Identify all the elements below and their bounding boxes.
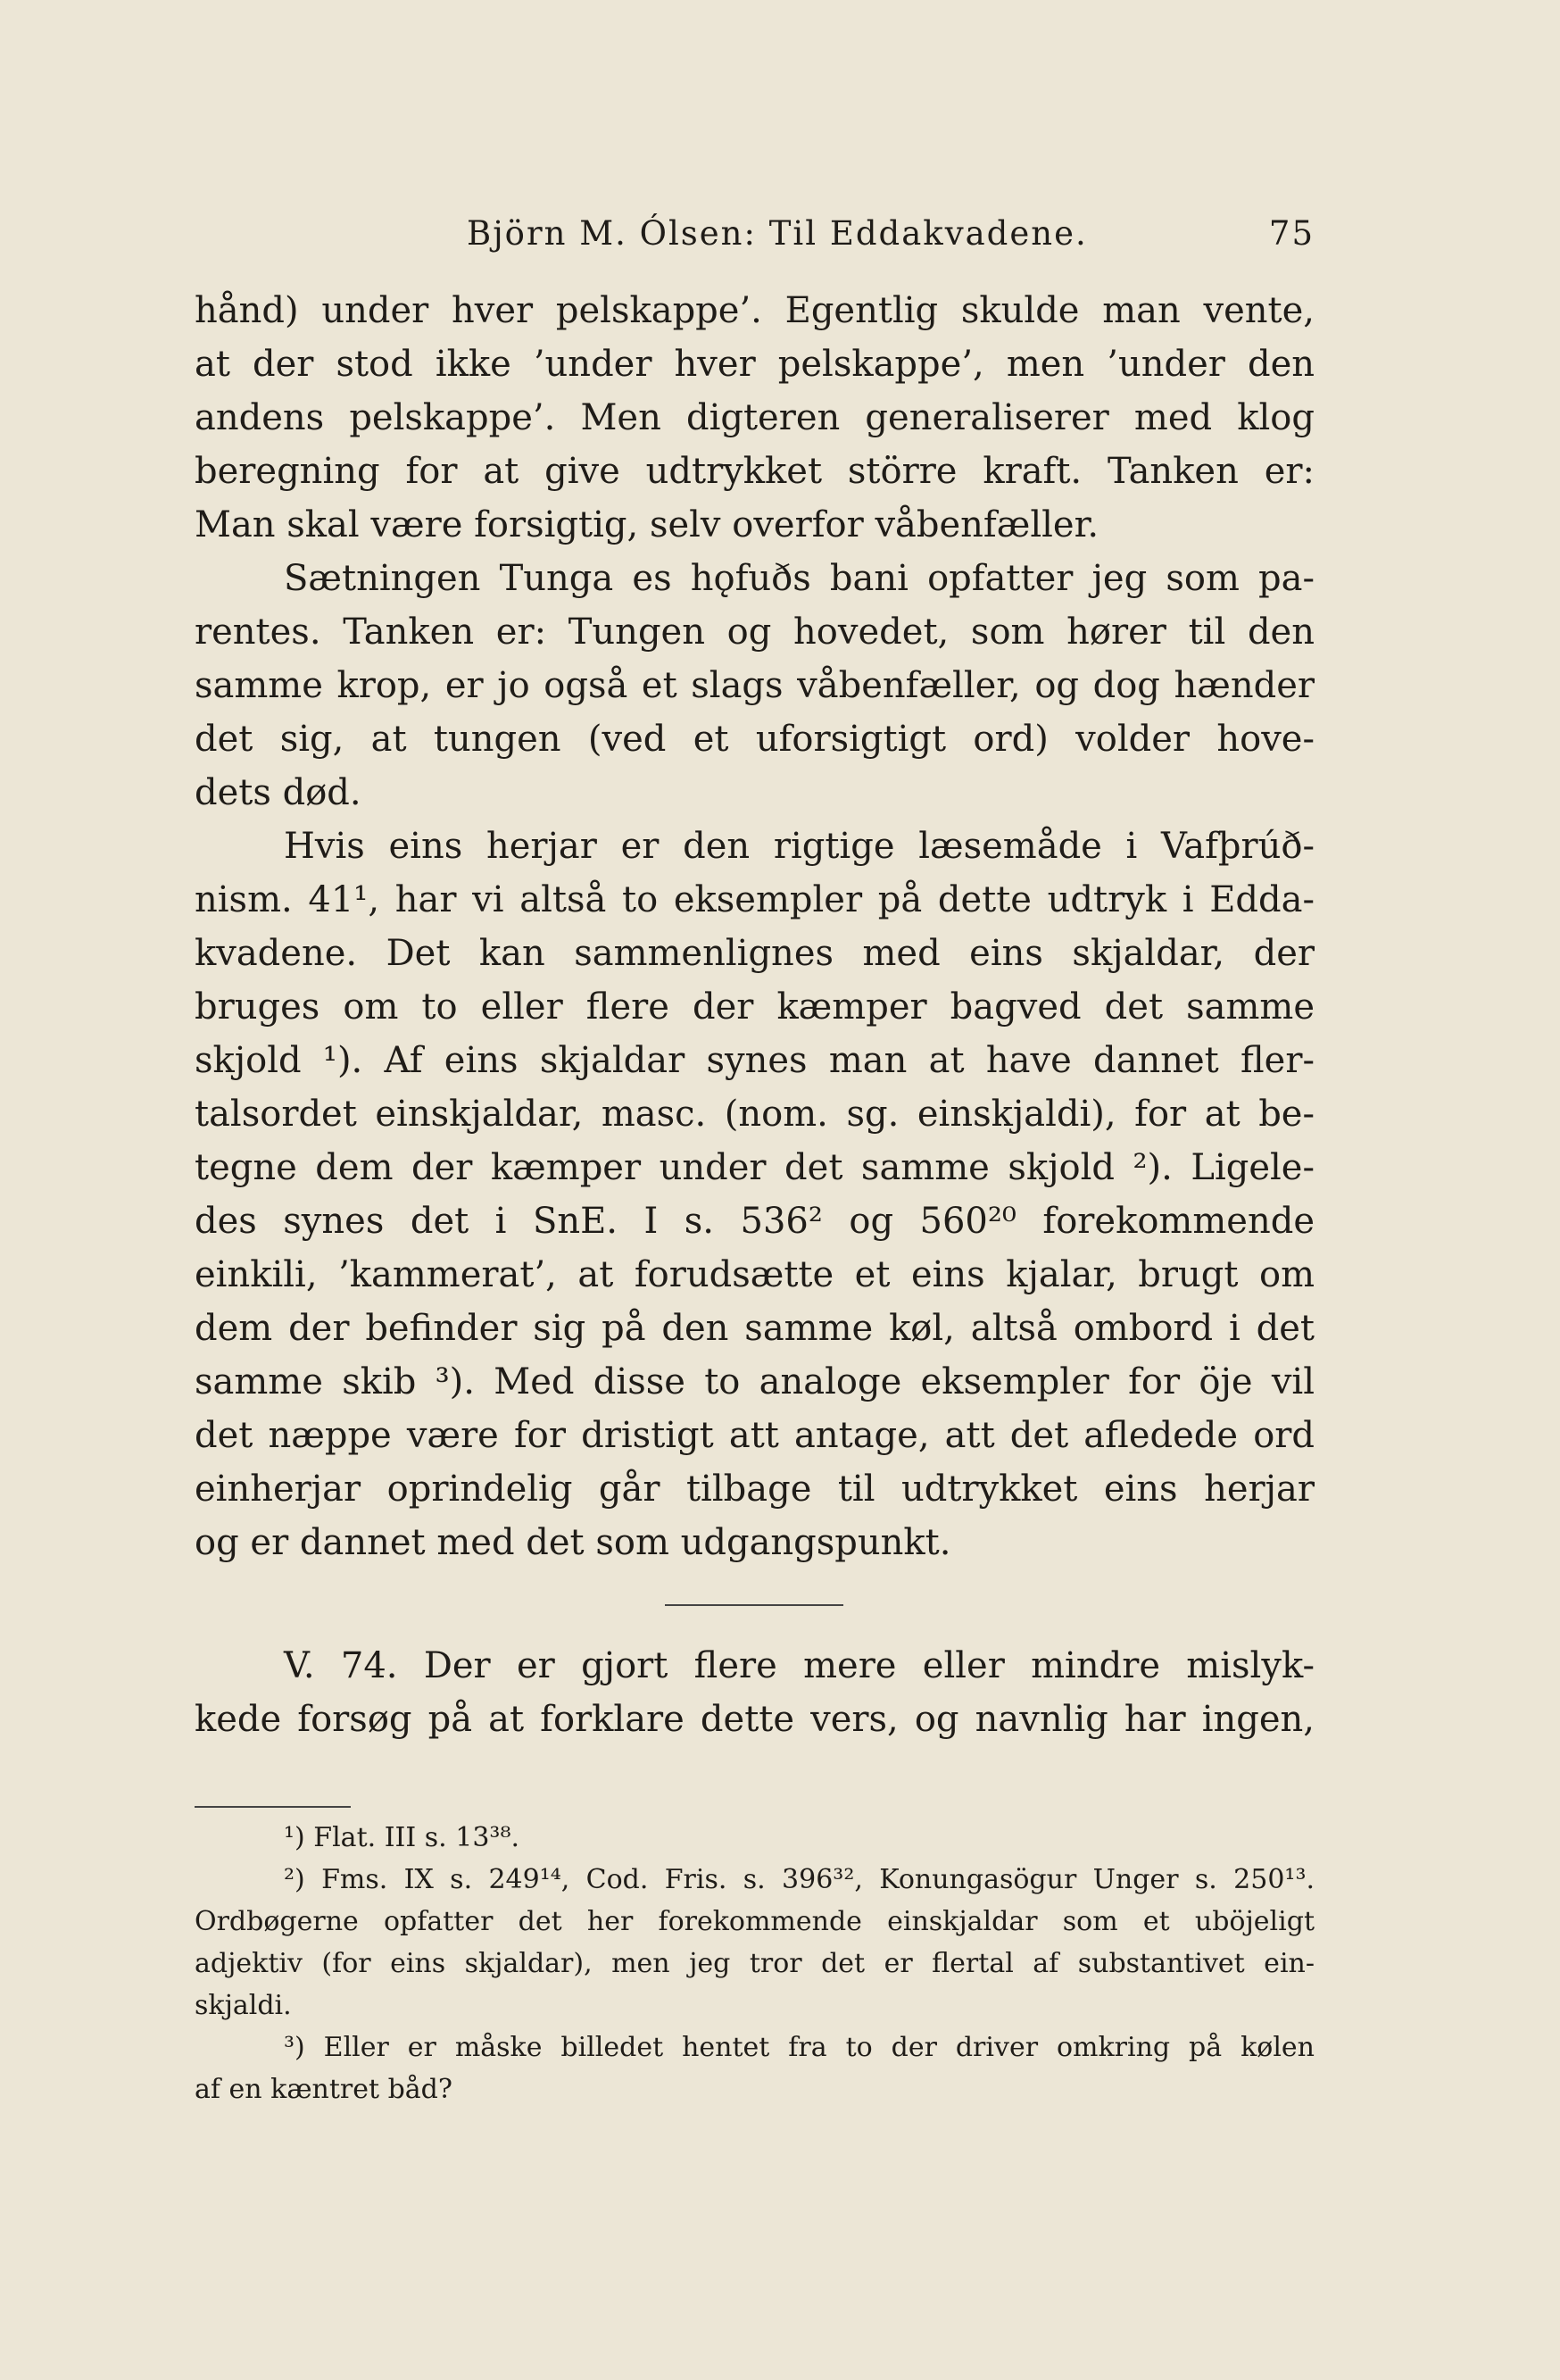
page-number: 75 xyxy=(1268,214,1315,253)
footnote-line: Ordbøgerne opfatter det her forekommende einskjaldar som et uböjeligt xyxy=(195,1906,1315,1937)
footnotes xyxy=(195,1817,1315,2110)
section-separator xyxy=(665,1604,843,1606)
text-line: kvadene. Det kan sammenlignes med eins skjaldar, der xyxy=(195,933,1315,974)
section-v74 xyxy=(195,1639,1315,1746)
text-line: og er dannet med det som udgangspunkt. xyxy=(195,1522,951,1563)
text-line: skjold ¹). Af eins skjaldar synes man at have dannet fler- xyxy=(195,1040,1315,1081)
main-text xyxy=(195,284,1315,1746)
text-line: des synes det i SnE. I s. 536² og 560²⁰ forekommende xyxy=(195,1201,1315,1242)
text-line: Sætningen Tunga es hǫfuðs bani opfatter jeg som pa- xyxy=(284,558,1315,599)
text-line: bruges om to eller flere der kæmper bagved det samme xyxy=(195,986,1315,1028)
text-line: Man skal være forsigtig, selv overfor våbenfæller. xyxy=(195,504,1099,545)
text-line: samme krop, er jo også et slags våbenfæller, og dog hænder xyxy=(195,665,1315,706)
text-line: tegne dem der kæmper under det samme skjold ²). Ligele- xyxy=(195,1147,1315,1188)
text-line: det sig, at tungen (ved et uforsigtigt ord) volder hove- xyxy=(195,719,1315,760)
footnote-line: skjaldi. xyxy=(195,1990,292,2021)
footnote-line: af en kæntret båd? xyxy=(195,2074,452,2105)
footnote-line: ²) Fms. IX s. 249¹⁴, Cod. Fris. s. 396³², Konungasögur Unger s. 250¹³. xyxy=(284,1864,1315,1895)
text-line: beregning for at give udtrykket större kraft. Tanken er: xyxy=(195,451,1315,492)
text-line: einherjar oprindelig går tilbage til udtrykket eins herjar xyxy=(195,1469,1315,1510)
footnote-line: ¹) Flat. III s. 13³⁸. xyxy=(284,1822,520,1853)
text-line: andens pelskappe’. Men digteren generaliserer med klog xyxy=(195,397,1315,438)
text-line: nism. 41¹, har vi altså to eksempler på dette udtryk i Edda- xyxy=(195,879,1315,920)
text-line: at der stod ikke ’under hver pelskappe’, men ’under den xyxy=(195,344,1315,385)
text-line: V. 74. Der er gjort flere mere eller mindre mislyk- xyxy=(284,1645,1315,1686)
running-title: Björn M. Ólsen: Til Eddakvadene. xyxy=(467,214,1088,253)
text-line: det næppe være for dristigt att antage, att det afledede ord xyxy=(195,1415,1315,1456)
text-line: kede forsøg på at forklare dette vers, og navnlig har ingen, xyxy=(195,1699,1315,1740)
text-line: hånd) under hver pelskappe’. Egentlig skulde man vente, xyxy=(195,290,1315,331)
text-line: rentes. Tanken er: Tungen og hovedet, som hører til den xyxy=(195,612,1315,653)
text-line: talsordet einskjaldar, masc. (nom. sg. einskjaldi), for at be- xyxy=(195,1094,1315,1135)
text-line: Hvis eins herjar er den rigtige læsemåde i Vafþrúð- xyxy=(284,826,1315,867)
text-line: dem der befinder sig på den samme køl, altså ombord i det xyxy=(195,1308,1315,1349)
footnote-rule xyxy=(195,1806,351,1808)
text-line: samme skib ³). Med disse to analoge eksempler for öje vil xyxy=(195,1361,1315,1402)
footnote-line: adjektiv (for eins skjaldar), men jeg tror det er flertal af substantivet ein- xyxy=(195,1948,1315,1979)
footnote-line: ³) Eller er måske billedet hentet fra to der driver omkring på kølen xyxy=(284,2032,1315,2063)
text-line: einkili, ’kammerat’, at forudsætte et eins kjalar, brugt om xyxy=(195,1254,1315,1295)
text-line: dets død. xyxy=(195,772,361,813)
